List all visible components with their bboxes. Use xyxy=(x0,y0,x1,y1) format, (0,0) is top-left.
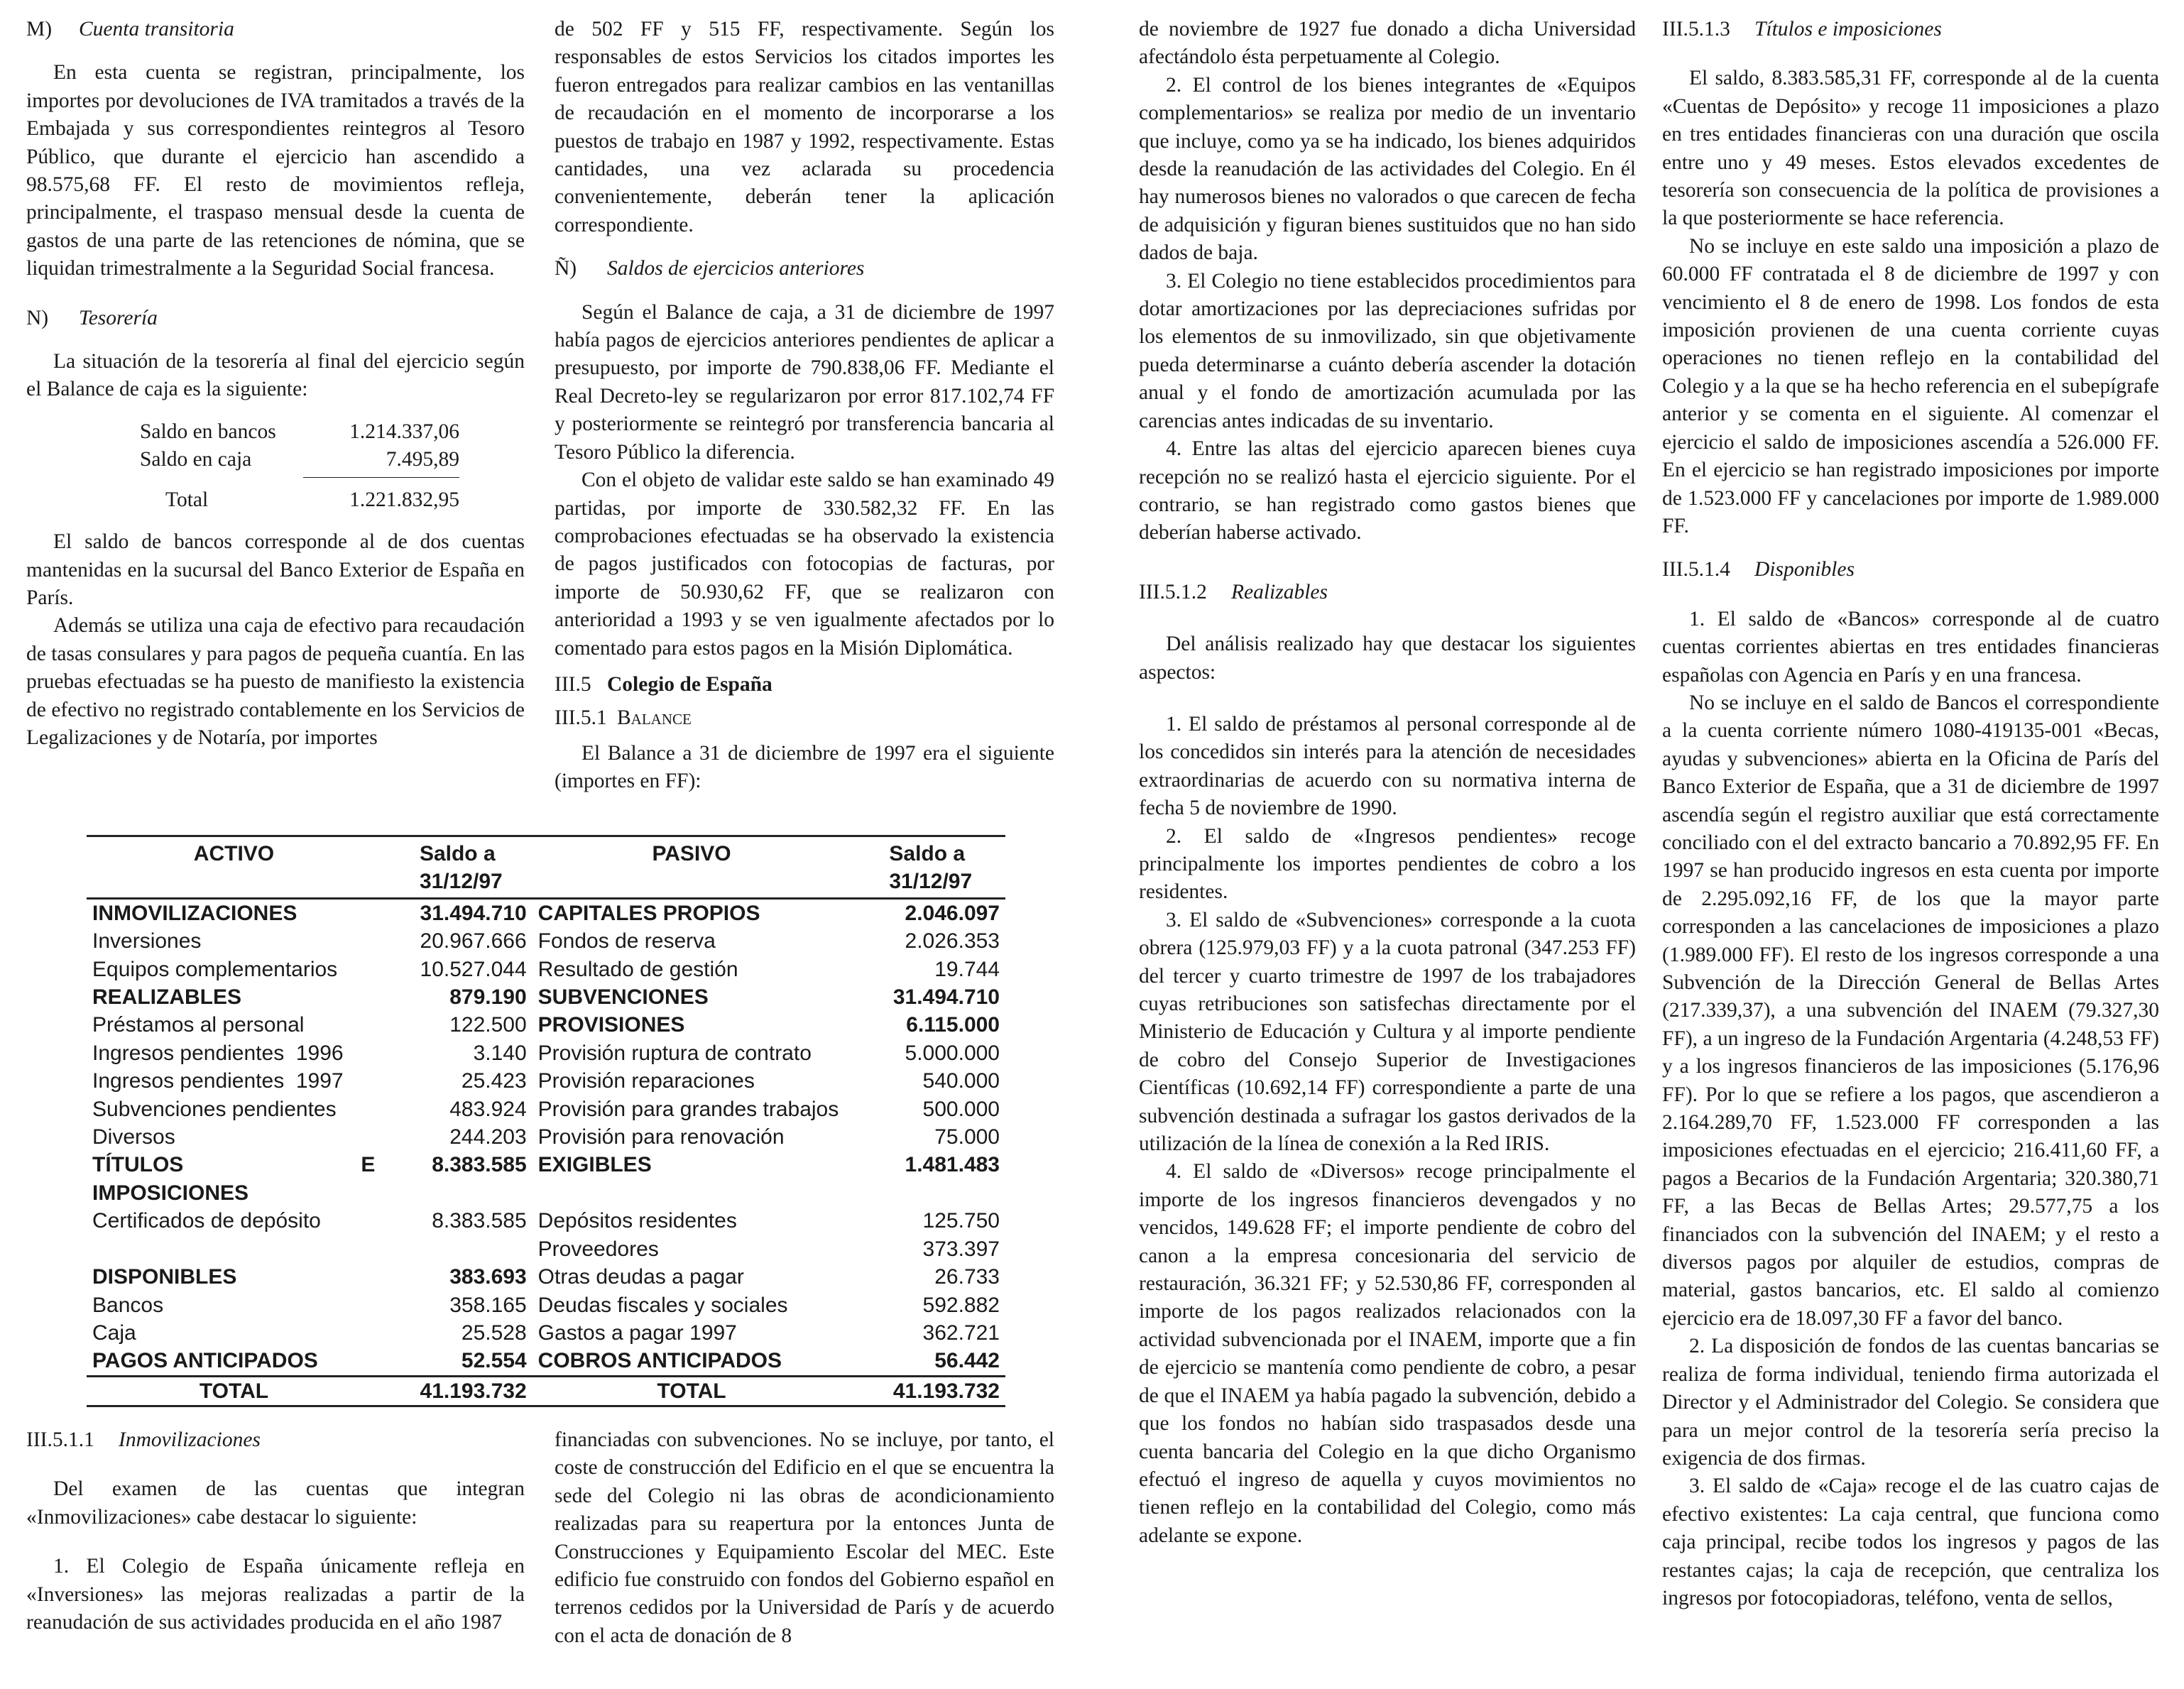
saldo-label: Total xyxy=(165,488,209,511)
pasivo-value-cell: 31.494.710 xyxy=(892,985,1000,1010)
column-1-top xyxy=(26,16,525,752)
activo-value-cell xyxy=(381,1235,533,1263)
list-item: 1. El Colegio de España únicamente refleja en «Inversiones» las mejoras realizadas a partir de la reanudación de sus actividades producida en el año 1987 xyxy=(26,1555,525,1634)
table-row xyxy=(87,1263,1005,1291)
pasivo-value-cell: 125.750 xyxy=(922,1209,1000,1233)
pasivo-value-cell xyxy=(851,1179,1005,1207)
paragraph: El Balance a 31 de diciembre de 1997 era el siguiente (importes en FF): xyxy=(555,741,1054,793)
pasivo-cell: SUBVENCIONES xyxy=(537,985,709,1010)
pasivo-value-cell: 56.442 xyxy=(934,1349,1000,1373)
activo-cell: Subvenciones pendientes xyxy=(92,1097,337,1121)
pasivo-value-cell: 26.733 xyxy=(934,1265,1000,1289)
activo-value-cell xyxy=(381,1179,533,1207)
section-heading-n: N) Tesorería xyxy=(26,306,158,329)
column-3 xyxy=(1139,16,1636,1550)
pasivo-value-cell: 6.115.000 xyxy=(906,1013,1000,1037)
col-header-pasivo: PASIVO xyxy=(533,836,851,899)
table-row xyxy=(87,1011,1005,1039)
list-item: 4. Entre las altas del ejercicio aparecen bienes cuya recepción no se realizó hasta el ejercicio siguiente. Por el contrario, se han registrado como gastos bienes que deberían haberse activado. xyxy=(1139,437,1636,545)
table-row xyxy=(87,983,1005,1011)
pasivo-value-cell: 19.744 xyxy=(934,957,1000,981)
paragraph: financiadas con subvenciones. No se incluye, por tanto, el coste de construcción del Edificio en el que se encuentra la sede del Colegio ni las obras de acondicionamiento realizadas para su reapertura por la entonces Junta de Construcciones y Equipamiento Escolar del MEC. Este edificio fue construido con fondos del Gobierno español en terrenos cedidos por la Universidad de París y de acuerdo con el acta de donación de 8 xyxy=(555,1428,1054,1647)
activo-value-cell: 358.165 xyxy=(449,1293,527,1317)
column-1-bottom xyxy=(26,1426,525,1636)
section-heading-iii-5-1-3: III.5.1.3 Títulos e imposiciones xyxy=(1662,18,1942,40)
activo-cell xyxy=(87,1235,381,1263)
pasivo-cell: PROVISIONES xyxy=(537,1013,685,1037)
table-row xyxy=(87,1095,1005,1123)
pasivo-cell: CAPITALES PROPIOS xyxy=(537,901,760,925)
pasivo-cell: Provisión para renovación xyxy=(537,1125,785,1149)
pasivo-value-cell: 2.026.353 xyxy=(905,929,1000,953)
activo-cell: REALIZABLES xyxy=(92,985,241,1010)
paragraph: En esta cuenta se registran, principalmente, los importes por devoluciones de IVA tramitados a través de la Embajada y sus correspondientes reintegros al Tesoro Público, que durante el ejercicio han ascendido a 98.575,68 FF. El resto de movimientos refleja, principalmente, el traspaso mensual desde la cuenta de gastos de una parte de las retenciones de nómina, que se liquidan trimestralmente a la Seguridad Social francesa. xyxy=(26,61,525,280)
pasivo-cell: Resultado de gestión xyxy=(537,957,738,981)
activo-value-cell: 52.554 xyxy=(461,1349,527,1373)
pasivo-cell xyxy=(533,1179,851,1207)
table-row xyxy=(87,1319,1005,1347)
paragraph: Del examen de las cuentas que integran «Inmovilizaciones» cabe destacar lo siguiente: xyxy=(26,1477,525,1529)
section-heading-m: M) Cuenta transitoria xyxy=(26,18,234,40)
paragraph: No se incluye en este saldo una imposición a plazo de 60.000 FF contratada el 8 de diciembre de 1997 y con vencimiento el 8 de enero de 1998. Los fondos de esta imposición provienen de una cuenta corriente cuyas operaciones no tienen reflejo en la contabilidad del Colegio y a la que se ha hecho referencia en el subepígrafe anterior y se comenta en el siguiente. Al comenzar el ejercicio el saldo de imposiciones ascendía a 526.000 FF. En el ejercicio se han registrado imposiciones por importe de 1.523.000 FF y cancelaciones por importe de 1.989.000 FF. xyxy=(1662,234,2159,537)
paragraph: de 502 FF y 515 FF, respectivamente. Según los responsables de estos Servicios los citados importes les fueron entregados para realizar cambios en las ventanillas de recaudación en el momento de incorporarse a los puestos de trabajo en 1987 y 1992, respectivamente. Estas cantidades, una vez aclarada su procedencia convenientemente, deberán tener la aplicación correspondiente. xyxy=(555,18,1054,236)
paragraph: La situación de la tesorería al final del ejercicio según el Balance de caja es la siguiente: xyxy=(26,350,525,401)
paragraph: de noviembre de 1927 fue donado a dicha Universidad afectándolo ésta perpetuamente al Colegio. xyxy=(1139,18,1636,69)
balance-table xyxy=(87,835,1005,1407)
table-row xyxy=(87,1291,1005,1319)
table-row xyxy=(87,1179,1005,1207)
pasivo-value-cell: 5.000.000 xyxy=(905,1041,1000,1065)
saldo-label: Saldo en bancos xyxy=(140,420,276,443)
activo-value-cell: 10.527.044 xyxy=(420,957,527,981)
table-row xyxy=(87,898,1005,927)
pasivo-cell: Proveedores xyxy=(537,1237,659,1261)
column-2-bottom xyxy=(555,1426,1054,1650)
activo-cell: Certificados de depósito xyxy=(92,1209,321,1233)
section-heading-n-tilde: Ñ) Saldos de ejercicios anteriores xyxy=(555,257,865,280)
activo-cell: PAGOS ANTICIPADOS xyxy=(92,1349,318,1373)
saldo-value: 1.221.832,95 xyxy=(349,488,459,511)
pasivo-value-cell: 540.000 xyxy=(922,1069,1000,1093)
pasivo-value-cell: 362.721 xyxy=(922,1321,1000,1345)
section-heading-iii-5: III.5 Colegio de España xyxy=(555,672,772,696)
section-heading-iii-5-1-4: III.5.1.4 Disponibles xyxy=(1662,558,1855,581)
col-header-activo: ACTIVO xyxy=(87,836,381,899)
col-header-saldo: Saldo a 31/12/97 xyxy=(381,836,533,899)
activo-value-cell: 879.190 xyxy=(449,985,527,1010)
saldo-value: 1.214.337,06 xyxy=(349,420,459,443)
paragraph: Además se utiliza una caja de efectivo para recaudación de tasas consulares y para pagos de pequeña cuantía. En las pruebas efectuadas se ha puesto de manifiesto la existencia de efectivo no registrado contablemente en los Servicios de Legalizaciones y de Notaría, por importes xyxy=(26,614,525,749)
pasivo-cell: Gastos a pagar 1997 xyxy=(537,1321,737,1345)
table-row xyxy=(87,1151,1005,1179)
table-row xyxy=(87,956,1005,983)
total-label: TOTAL xyxy=(87,1376,381,1406)
list-item: 4. El saldo de «Diversos» recoge principalmente el importe de los ingresos financieros devengados y no vencidos, 149.628 FF; el importe pendiente de cobro del canon a la empresa concesionaria del servicio de restauración, 36.321 FF; y 52.530,86 FF, corresponden al importe de los pagos realizados relacionados con la actividad subvencionada por el INAEM, importe que a fin de ejercicio se mantenía como pendiente de cobro, a pesar de que el INAEM ya había pagado la subvención, debido a que los fondos no habían sido traspasados desde una cuenta bancaria del Colegio en la que dicho Organismo efectuó el ingreso de aquella y cuyos movimientos no tienen reflejo en la contabilidad del Colegio, como más adelante se expone. xyxy=(1139,1160,1636,1547)
activo-value-cell: 483.924 xyxy=(449,1097,527,1121)
paragraph: El saldo de bancos corresponde al de dos cuentas mantenidas en la sucursal del Banco Exterior de España en París. xyxy=(26,530,525,609)
pasivo-cell: EXIGIBLES xyxy=(537,1153,652,1177)
table-row xyxy=(87,1067,1005,1095)
pasivo-value-cell: 500.000 xyxy=(922,1097,1000,1121)
table-row xyxy=(87,1207,1005,1235)
section-heading-iii-5-1-2: III.5.1.2 Realizables xyxy=(1139,580,1328,603)
list-item: 2. El control de los bienes integrantes de «Equipos complementarios» se realiza por medio de un inventario que incluye, como ya se ha indicado, los bienes adquiridos desde la reanudación de las actividades del Colegio. En él hay numerosos bienes no valorados o que carecen de fecha de adquisición y figuran bienes sustituidos que no han sido dados de baja. xyxy=(1139,73,1636,265)
activo-value-cell: 31.494.710 xyxy=(420,901,527,925)
pasivo-cell: Fondos de reserva xyxy=(537,929,716,953)
saldo-label: Saldo en caja xyxy=(140,448,252,471)
activo-value-cell: 20.967.666 xyxy=(420,929,527,953)
activo-cell: INMOVILIZACIONES xyxy=(92,901,297,925)
paragraph: El saldo, 8.383.585,31 FF, corresponde al de la cuenta «Cuentas de Depósito» y recoge 11 imposiciones a plazo en tres entidades financieras con una duración que oscila entre uno y 49 meses. Estos elevados excedentes de tesorería son consecuencia de la política de provisiones a la que posteriormente se hace referencia. xyxy=(1662,67,2159,230)
activo-value-cell: 244.203 xyxy=(449,1125,527,1149)
table-header-row xyxy=(87,836,1005,899)
section-heading-iii-5-1-1: III.5.1.1 Inmovilizaciones xyxy=(26,1428,261,1451)
list-item: 3. El Colegio no tiene establecidos procedimientos para dotar amortizaciones por las depreciaciones sufridas por los elementos de su inmovilizado, sin que objetivamente pueda determinarse a cuánto debería ascender la dotación anual y el fondo de amortización acumulada por las carencias antes indicadas de su inventario. xyxy=(1139,269,1636,432)
activo-cell: IMPOSICIONES xyxy=(92,1181,249,1205)
paragraph: Según el Balance de caja, a 31 de diciembre de 1997 había pagos de ejercicios anteriores pendientes de aplicar a presupuesto, por importe de 790.838,06 FF. Mediante el Real Decreto-ley se regularizaron por error 817.102,74 FF y posteriormente se reintegró por transferencia bancaria al Tesoro Público la diferencia. xyxy=(555,300,1054,464)
list-item: 3. El saldo de «Caja» recoge el de las cuatro cajas de efectivo existentes: La caja central, que funciona como caja principal, recibe todos los ingresos y pagos de las restantes cajas; la caja de recepción, que centraliza los ingresos por fotocopiadoras, teléfono, venta de sellos, xyxy=(1662,1475,2159,1609)
activo-cell: Diversos xyxy=(92,1125,175,1149)
list-item: 1. El saldo de préstamos al personal corresponde al de los concedidos sin interés para la atención de necesidades extraordinarias de acuerdo con su normativa interna de fecha 5 de noviembre de 1990. xyxy=(1139,712,1636,820)
activo-value-cell: 3.140 xyxy=(473,1041,527,1065)
column-2-top xyxy=(555,16,1054,796)
pasivo-cell: Provisión ruptura de contrato xyxy=(537,1041,812,1065)
pasivo-cell: Depósitos residentes xyxy=(537,1209,737,1233)
activo-value-cell: 383.693 xyxy=(449,1265,527,1289)
paragraph: Con el objeto de validar este saldo se han examinado 49 partidas, por importe de 330.582,32 FF. En las comprobaciones efectuadas se ha observado la existencia de pagos justificados con fotocopias de facturas, por importe de 50.930,62 FF, que se realizaron con anterioridad a 1993 y se ven igualmente afectados por lo comentado para estos pagos en la Misión Diplomática. xyxy=(555,469,1054,660)
table-row xyxy=(87,927,1005,955)
activo-cell: DISPONIBLES xyxy=(92,1265,237,1289)
balance-table-body xyxy=(87,898,1005,1406)
column-4 xyxy=(1662,16,2159,1612)
total-value: 41.193.732 xyxy=(851,1376,1005,1406)
pasivo-value-cell: 1.481.483 xyxy=(905,1153,1000,1177)
pasivo-value-cell: 2.046.097 xyxy=(905,901,1000,925)
list-item: 2. El saldo de «Ingresos pendientes» recoge principalmente los importes pendientes de cobro a los residentes. xyxy=(1139,824,1636,904)
activo-cell: Inversiones xyxy=(92,929,202,953)
activo-value-cell: 25.423 xyxy=(461,1069,527,1093)
section-heading-iii-5-1: III.5.1 Balance xyxy=(555,706,692,730)
pasivo-value-cell: 592.882 xyxy=(922,1293,1000,1317)
list-item: 1. El saldo de «Bancos» corresponde al de cuatro cuentas corrientes abiertas en tres entidades financieras españolas con Agencia en París y en una francesa. xyxy=(1662,607,2159,687)
sum-line xyxy=(303,477,459,478)
activo-value-cell: 25.528 xyxy=(461,1321,527,1345)
activo-value-cell: 122.500 xyxy=(449,1013,527,1037)
table-row xyxy=(87,1347,1005,1376)
paragraph: No se incluye en el saldo de Bancos el correspondiente a la cuenta corriente número 1080-419135-001 «Becas, ayudas y subvenciones» abierta en la Oficina de París del Banco Exterior de España, que a 31 de diciembre de 1997 ascendía según el registro auxiliar que está correctamente conciliado con el del extracto bancario a 70.892,95 FF. En 1997 se han producido ingresos en esta cuenta por importe de 2.295.092,16 FF, de los que la mayor parte corresponden a las cancelaciones de imposiciones a plazo (1.989.000 FF). El resto de los ingresos corresponde a una Subvención de la Dirección General de Bellas Artes (217.339,37), a una subvención del INAEM (79.327,30 FF), a un ingreso de la Fundación Argentaria (4.248,53 FF) y a los ingresos financieros de las imposiciones (5.176,96 FF). Por lo que se refiere a los pagos, que ascendieron a 2.164.289,70 FF, 1.523.000 FF corresponden a las imposiciones efectuadas en el ejercicio; 216.411,60 FF, a pagos a Becarios de la Fundación Argentaria; 320.380,71 FF, a las Becas de Bellas Artes; 29.577,75 a los financiados con la subvención del INAEM; y el resto a diversos pagos por alquiler de estudios, compras de material, gastos bancarios, etc. El saldo al comienzo ejercicio era de 18.097,30 FF a favor del banco. xyxy=(1662,691,2159,1330)
activo-cell: Préstamos al personal xyxy=(92,1013,305,1037)
activo-cell: Equipos complementarios xyxy=(92,957,338,981)
activo-cell: Ingresos pendientes 1997 xyxy=(92,1069,344,1093)
pasivo-cell: Provisión para grandes trabajos xyxy=(537,1097,839,1121)
activo-cell: Caja xyxy=(92,1321,136,1345)
table-total-row xyxy=(87,1376,1005,1406)
col-header-saldo: Saldo a 31/12/97 xyxy=(851,836,1005,899)
saldo-value: 7.495,89 xyxy=(386,448,459,471)
pasivo-cell: Otras deudas a pagar xyxy=(537,1265,744,1289)
activo-cell: TÍTULOS E xyxy=(92,1153,376,1177)
list-item: 2. La disposición de fondos de las cuentas bancarias se realiza de forma individual, teniendo firma autorizada el Director y el Administrador del Colegio. Se considera que para un mejor control de la tesorería sería preciso la exigencia de dos firmas. xyxy=(1662,1335,2159,1470)
list-item: 3. El saldo de «Subvenciones» corresponde a la cuota obrera (125.979,03 FF) y a la cuota patronal (347.253 FF) del tercer y cuarto trimestre de 1997 de los trabajadores cuyas retribuciones son satisfechas directamente por el Ministerio de Educación y Cultura y al importe pendiente de cobro del Consejo Superior de Investigaciones Científicas (10.692,14 FF) correspondiente a parte de una subvención destinada a sufragar los gastos derivados de la utilización de la línea de conexión a la Red IRIS. xyxy=(1139,908,1636,1156)
activo-value-cell: 8.383.585 xyxy=(432,1209,527,1233)
paragraph: Del análisis realizado hay que destacar los siguientes aspectos: xyxy=(1139,633,1636,684)
pasivo-cell: Provisión reparaciones xyxy=(537,1069,755,1093)
saldo-table xyxy=(140,418,459,514)
activo-value-cell: 8.383.585 xyxy=(432,1153,527,1177)
table-row xyxy=(87,1039,1005,1067)
activo-cell: Bancos xyxy=(92,1293,164,1317)
table-row xyxy=(87,1235,1005,1263)
activo-cell: Ingresos pendientes 1996 xyxy=(92,1041,344,1065)
pasivo-value-cell: 75.000 xyxy=(934,1125,1000,1149)
table-row xyxy=(87,1123,1005,1151)
total-value: 41.193.732 xyxy=(381,1376,533,1406)
pasivo-cell: COBROS ANTICIPADOS xyxy=(537,1349,782,1373)
pasivo-value-cell: 373.397 xyxy=(922,1237,1000,1261)
pasivo-cell: Deudas fiscales y sociales xyxy=(537,1293,788,1317)
total-label: TOTAL xyxy=(533,1376,851,1406)
